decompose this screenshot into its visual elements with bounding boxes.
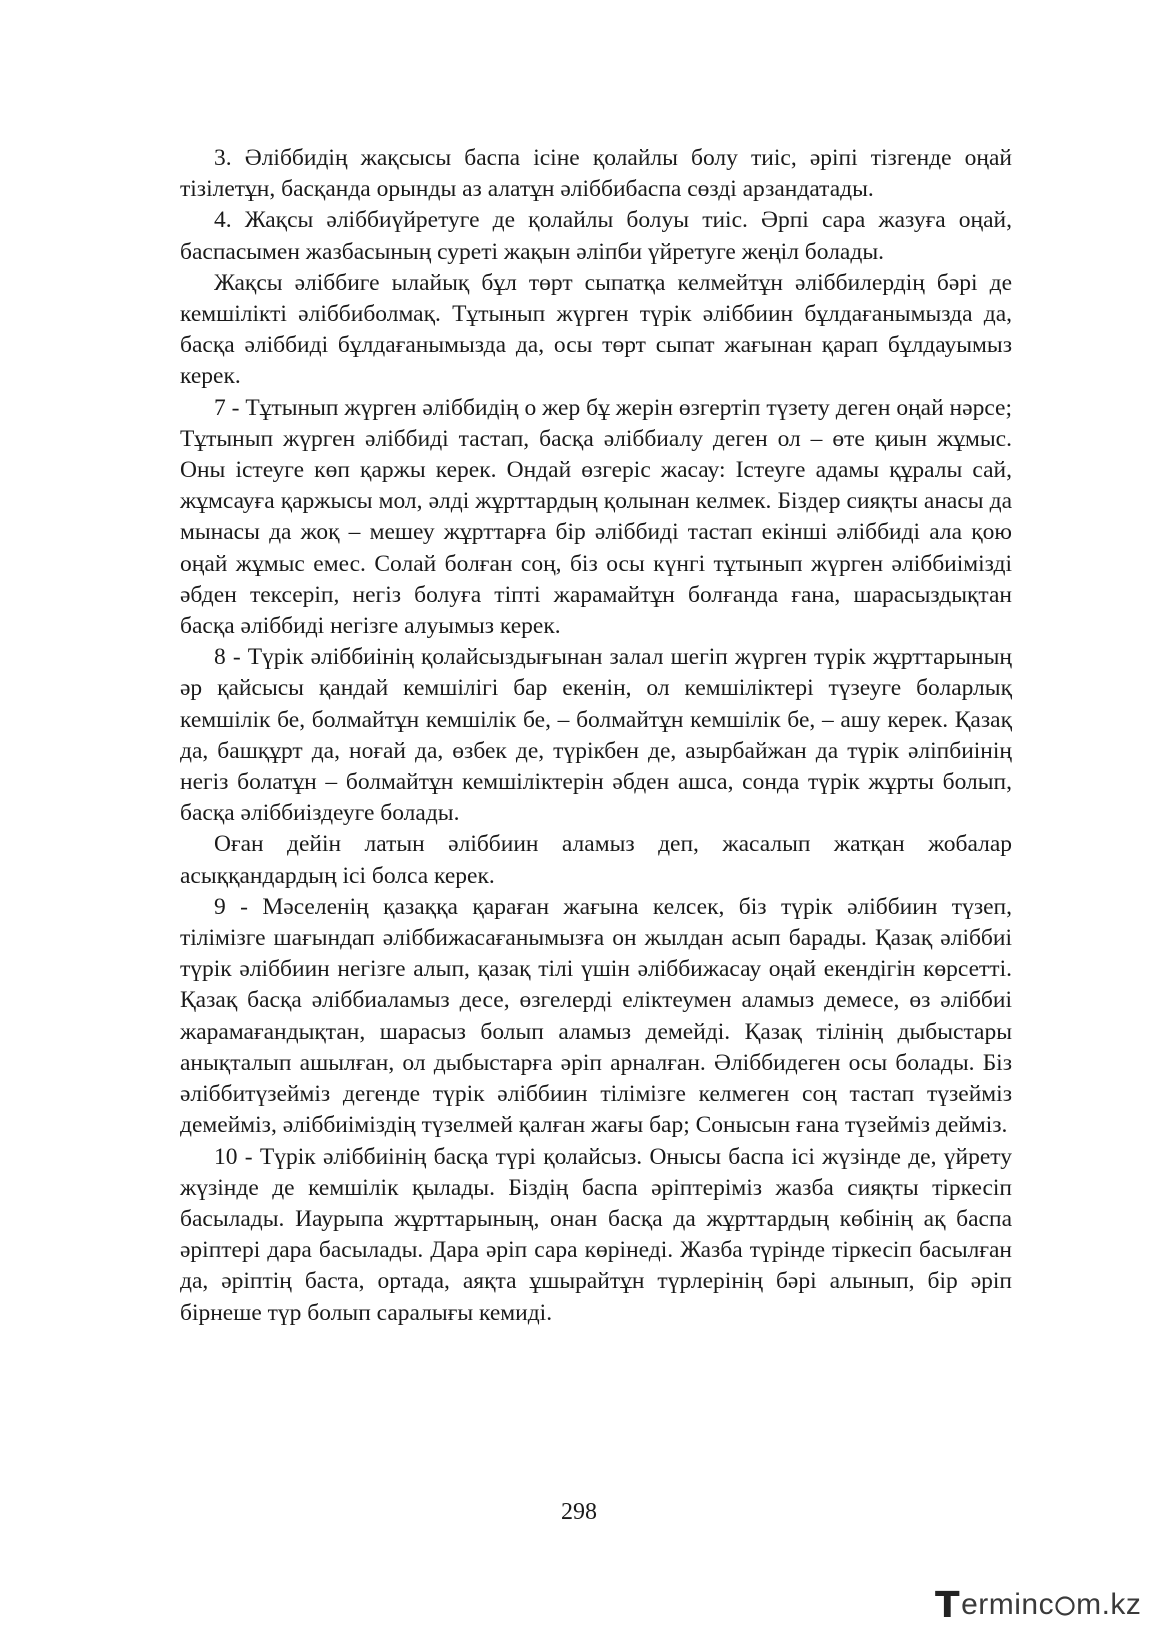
page-number: 298 xyxy=(561,1499,597,1525)
watermark-circle-icon xyxy=(1054,1594,1076,1616)
paragraph-item-8: 8 - Түрік әліббиінің қолайсыздығынан залал шегіп жүрген түрік жұрттарының әр қайсысы қандай кемшілігі бар екенін, ол кемшіліктері түзеуге боларлық кемшілік бе, болмайтұн кемшілік бе, – болмайтұн кемшілік бе, – ашу керек. Қазақ да, башқұрт да, ноғай да, өзбек де, түрікбен де, азырбайжан да түрік әліпбиінің негіз болатұн – болмайтұн кемшіліктерін әбден ашса, сонда түрік жұрты болып, басқа әліббиіздеуге болады. xyxy=(180,644,1012,827)
paragraph-item-10: 10 - Түрік әліббиінің басқа түрі қолайсыз. Онысы баспа ісі жүзінде де, үйрету жүзінде де кемшілік қылады. Біздің баспа әріптеріміз жазба сияқты тіркесіп басылады. Иаурыпа жұрттарының, онан басқа да жұрттардың көбінің ақ баспа әріптері дара басылады. Дара әріп сара көрінеді. Жазба түрінде тіркесіп басылған да, әріптің баста, ортада, аяқта ұшырайтұн түрлерінің бәрі алынып, бір әріп бірнеше түр болып саралығы кемиді. xyxy=(180,1143,1012,1326)
watermark-t-letter: T xyxy=(935,1584,961,1626)
watermark-text-part1: erminc xyxy=(961,1588,1055,1621)
page-body xyxy=(180,143,1012,1329)
watermark-text-part2: m.kz xyxy=(1076,1588,1142,1621)
termincom-watermark-logo xyxy=(935,1585,1141,1625)
paragraph-item-4: 4. Жақсы әліббиүйретуге де қолайлы болуы тиіс. Әрпі сара жазуға оңай, баспасымен жазбасының суреті жақын әліпби үйретуге жеңіл болады. xyxy=(180,207,1012,265)
paragraph-alphabet-criteria: Жақсы әліббиге ылайық бұл төрт сыпатқа келмейтұн әліббилердің бәрі де кемшілікті әліббиболмақ. Тұтынып жүрген түрік әліббиин бұлдағанымызда да, басқа әліббиді бұлдағанымызда да, осы төрт сыпат жағынан қарап бұлдауымыз керек. xyxy=(180,269,1012,390)
paragraph-item-7: 7 - Тұтынып жүрген әліббидің о жер бұ жерін өзгертіп түзету деген оңай нәрсе; Тұтынып жүрген әліббиді тастап, басқа әліббиалу деген ол – өте қиын жұмыс. Оны істеуге көп қаржы керек. Ондай өзгеріс жасау: Істеуге адамы құралы сай, жұмсауға қаржысы мол, әлді жұрттардың қолынан келмек. Біздер сияқты анасы да мынасы да жоқ – мешеу жұрттарға бір әліббиді тастап екінші әліббиді ала қою оңай жұмыс емес. Солай болған соң, біз осы күнгі тұтынып жүрген әліббиімізді әбден тексеріп, негіз болуға тіпті жарамайтұн болғанда ғана, шарасыздықтан басқа әліббиді негізге алуымыз керек. xyxy=(180,394,1012,640)
paragraph-item-3: 3. Әліббидің жақсысы баспа ісіне қолайлы болу тиіс, әріпі тізгенде оңай тізілетұн, басқанда орынды аз алатұн әліббибаспа сөзді арзандатады. xyxy=(180,145,1012,203)
paragraph-latin-projects: Оған дейін латын әліббиин аламыз деп, жасалып жатқан жобалар асыққандардың ісі болса керек. xyxy=(180,831,1012,889)
paragraph-item-9: 9 - Мәселенің қазаққа қараған жағына келсек, біз түрік әліббиин түзеп, тілімізге шағындап әліббижасағанымызға он жылдан асып барады. Қазақ әліббиі түрік әліббиин негізге алып, қазақ тілі үшін әліббижасау оңай екендігін көрсетті. Қазақ басқа әліббиаламыз десе, өзгелерді еліктеумен аламыз демесе, өз әліббиі жарамағандықтан, шарасыз болып аламыз демейді. Қазақ тілінің дыбыстары анықталып ашылған, ол дыбыстарға әріп арналған. Әліббидеген осы болады. Біз әліббитүзейміз дегенде түрік әліббиин тілімізге келмеген соң тастап түзейміз демейміз, әліббиіміздің түзелмей қалған жағы бар; Сонысын ғана түзейміз дейміз. xyxy=(180,893,1012,1139)
